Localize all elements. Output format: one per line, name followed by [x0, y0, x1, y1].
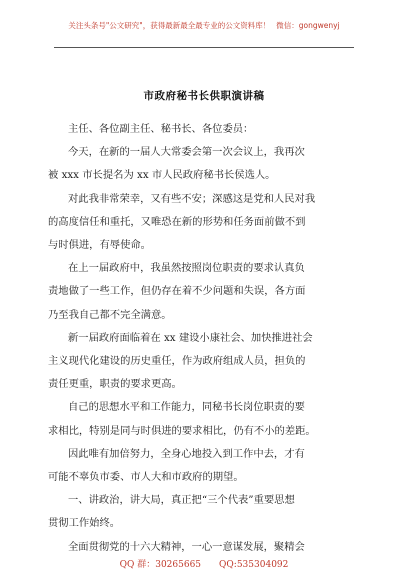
body-line: 新一届政府面临着在 xx 建设小康社会、加快推进社会: [68, 331, 313, 344]
body-line: 的高度信任和重托，又唯恐在新的形势和任务面前做不到: [48, 215, 306, 228]
document-body: [48, 118, 358, 559]
body-line: 今天，在新的一届人大常委会第一次会议上，我再次: [68, 146, 305, 159]
body-line: 与时俱进，有辱使命。: [48, 239, 151, 252]
body-line: 自己的思想水平和工作能力，同秘书长岗位职责的要: [68, 401, 305, 414]
body-line: 责任更重，职责的要求更高。: [48, 378, 182, 391]
body-line: 主义现代化建设的历史重任，作为政府组成人员，担负的: [48, 355, 306, 368]
paragraph: [48, 141, 358, 187]
body-line: 全面贯彻党的十六大精神，一心一意谋发展，聚精会: [68, 540, 305, 553]
salutation: [68, 118, 358, 141]
header-banner: [0, 20, 408, 31]
paragraph: [48, 188, 358, 258]
header-divider: [54, 47, 354, 48]
body-line: 被 xxx 市长提名为 xx 市人民政府秘书长侯选人。: [48, 169, 276, 182]
body-line: 贯彻工作始终。: [48, 517, 121, 530]
paragraph: [68, 536, 358, 559]
footer-qq-group: QQ 群：30265665: [119, 560, 202, 570]
paragraph: [48, 443, 358, 489]
header-promo-text: 关注头条号"公文研究"，获得最新最全最专业的公文资料库！: [68, 21, 271, 30]
body-line: 求相比，特别是同与时俱进的要求相比，仍有不小的差距。: [48, 424, 316, 437]
paragraph: [48, 327, 358, 397]
body-line: 因此唯有加倍努力，全身心地投入到工作中去，才有: [68, 447, 305, 460]
body-line: 乃至我自己都不完全满意。: [48, 308, 172, 321]
paragraph: [48, 396, 358, 442]
body-line: 一、讲政治，讲大局，真正把“三个代表”重要思想: [68, 494, 295, 507]
footer-contact: [0, 557, 408, 570]
body-line: 主任、各位副主任、秘书长、各位委员：: [68, 123, 254, 135]
body-line: 责地做了一些工作，但仍存在着不少问题和失误，各方面: [48, 285, 306, 298]
section-heading: [48, 489, 358, 535]
paragraph: [48, 257, 358, 327]
body-line: 对此我非常荣幸，又有些不安；深感这是党和人民对我: [68, 192, 316, 205]
body-line: 可能不辜负市委、市人大和市政府的期望。: [48, 471, 244, 484]
document-title: 市政府秘书长供职演讲稿: [143, 90, 265, 102]
footer-qq: QQ:535304092: [219, 560, 289, 570]
body-line: 在上一届政府中，我虽然按照岗位职责的要求认真负: [68, 262, 305, 275]
header-wechat-text: 微信：gongwenyj: [276, 21, 340, 30]
